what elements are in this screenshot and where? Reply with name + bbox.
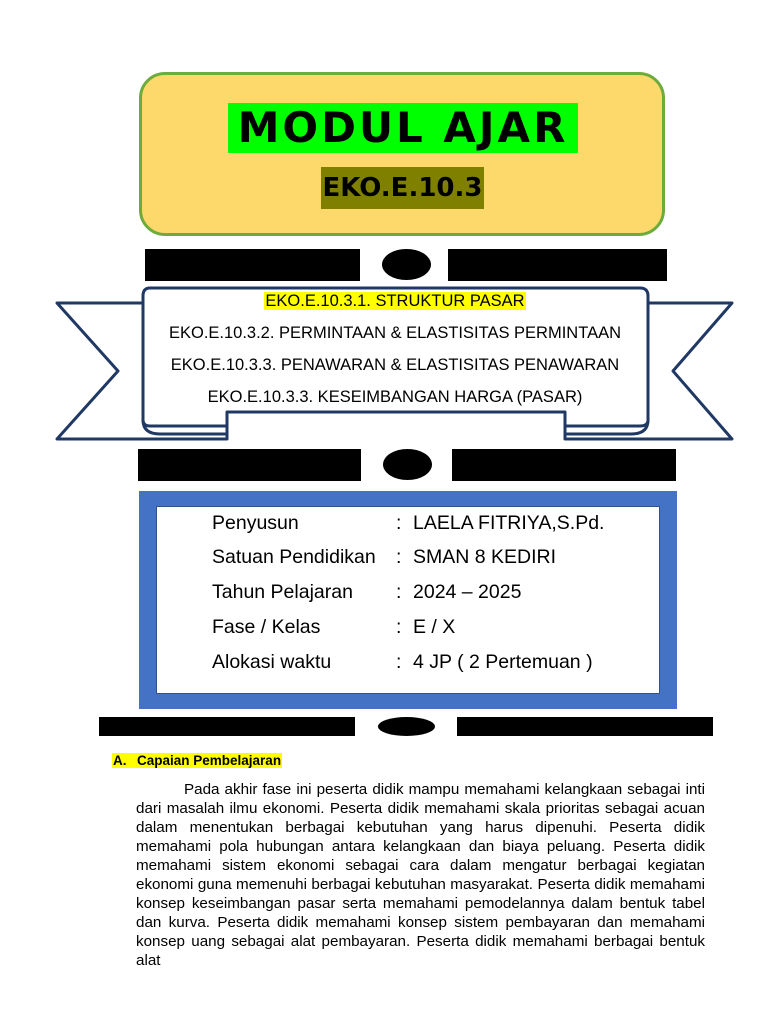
info-colon: :: [396, 651, 402, 673]
divider-bar-right: [457, 717, 713, 736]
divider-oval: [383, 449, 432, 480]
divider-bar-right: [452, 449, 676, 481]
topic-4: EKO.E.10.3.3. KESEIMBANGAN HARGA (PASAR): [207, 388, 583, 406]
info-label: Penyusun: [212, 512, 299, 534]
divider-bar-left: [138, 449, 361, 481]
section-number: A.: [113, 753, 127, 768]
info-label: Satuan Pendidikan: [212, 546, 376, 568]
info-colon: :: [396, 581, 402, 603]
info-value: E / X: [413, 616, 456, 638]
module-code: EKO.E.10.3: [321, 167, 484, 209]
section-title: Capaian Pembelajaran: [137, 753, 282, 768]
info-value: 4 JP ( 2 Pertemuan ): [413, 651, 593, 673]
info-label: Fase / Kelas: [212, 616, 321, 638]
module-title: MODUL AJAR: [228, 103, 578, 153]
info-label: Alokasi waktu: [212, 651, 332, 673]
info-colon: :: [396, 546, 402, 568]
divider-oval: [378, 717, 435, 736]
info-colon: :: [396, 512, 402, 534]
divider-bar-left: [99, 717, 355, 736]
section-paragraph: Pada akhir fase ini peserta didik mampu memahami kelangkaan sebagai inti dari masalah ilmu ekonomi. Peserta didik memahami skala prioritas sebagai acuan dalam menentukan berbagai kebutuhan yang harus dipenuhi. Peserta didik memahami pola hubungan antara kelangkaan dan biaya peluang. Peserta didik memahami sistem ekonomi sebagai cara dalam mengatur berbagai kegiatan ekonomi guna memenuhi berbagai kebutuhan masyarakat. Peserta didik memahami konsep keseimbangan pasar serta memahami pemodelannya dalam bentuk tabel dan kurva. Peserta didik memahami konsep sistem pembayaran dan memahami konsep uang sebagai alat pembayaran. Peserta didik memahami berbagai bentuk alat: [136, 781, 705, 969]
info-label: Tahun Pelajaran: [212, 581, 353, 603]
section-heading: [112, 752, 282, 770]
topic-3: EKO.E.10.3.3. PENAWARAN & ELASTISITAS PENAWARAN: [170, 356, 620, 374]
info-value: 2024 – 2025: [413, 581, 522, 603]
topic-2: EKO.E.10.3.2. PERMINTAAN & ELASTISITAS PERMINTAAN: [168, 324, 622, 342]
ribbon-banner: [0, 0, 768, 450]
info-colon: :: [396, 616, 402, 638]
topic-1: EKO.E.10.3.1. STRUKTUR PASAR: [265, 292, 525, 310]
info-value: SMAN 8 KEDIRI: [413, 546, 557, 568]
info-value: LAELA FITRIYA,S.Pd.: [413, 512, 605, 534]
